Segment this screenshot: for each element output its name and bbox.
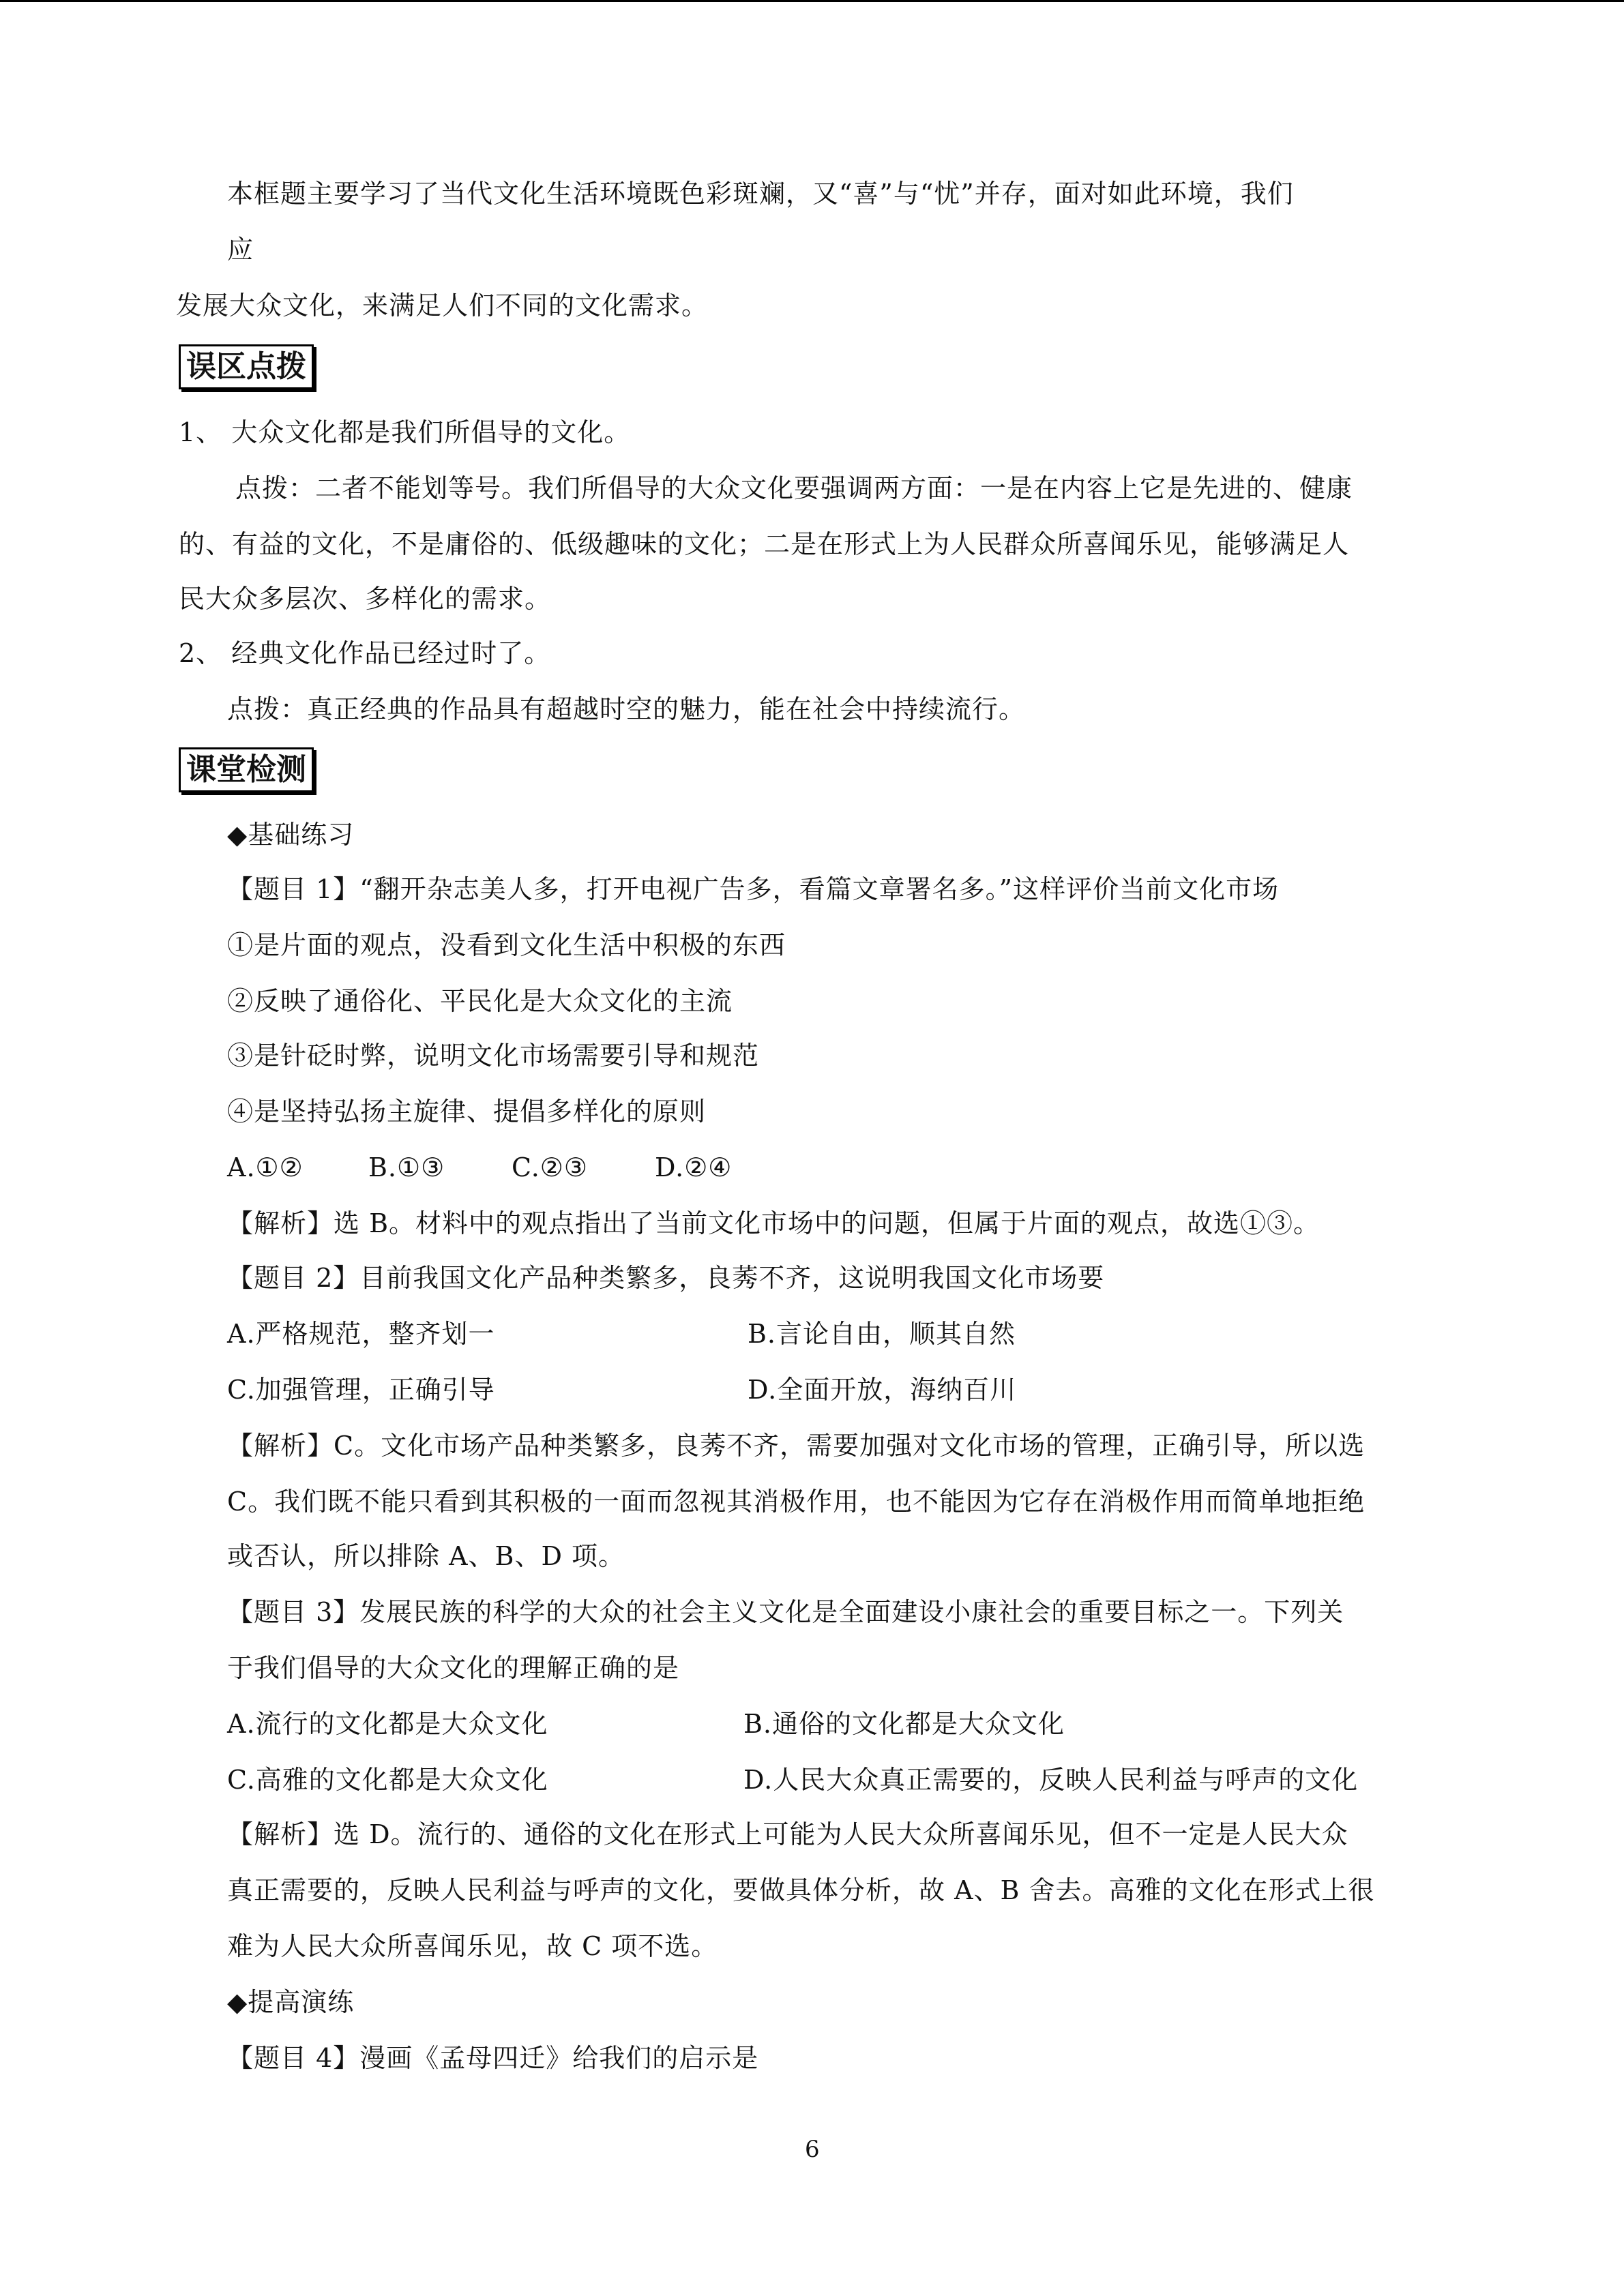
question-1-analysis: 【解析】选 B。材料中的观点指出了当前文化市场中的问题，但属于片面的观点，故选①③。 [227, 1208, 1320, 1238]
question-2-option-d: D.全面开放，海纳百川 [748, 1375, 1017, 1405]
question-2-analysis-line-3: 或否认，所以排除 A、B、D 项。 [227, 1541, 625, 1571]
question-3-stem-line-1: 【题目 3】发展民族的科学的大众的社会主义文化是全面建设小康社会的重要目标之一。下列关 [227, 1597, 1344, 1627]
question-1-option-b: B.①③ [368, 1152, 445, 1182]
misconception-note-1-line-2: 的、有益的文化，不是庸俗的、低级趣味的文化；二是在形式上为人民群众所喜闻乐见，能够满足人 [179, 529, 1350, 559]
misconception-note-2: 点拨：真正经典的作品具有超越时空的魅力，能在社会中持续流行。 [227, 694, 1026, 724]
misconception-item-1: 1、 大众文化都是我们所倡导的文化。 [179, 417, 631, 447]
question-3-option-a: A.流行的文化都是大众文化 [227, 1709, 548, 1739]
question-1-statement-3: ③是针砭时弊，说明文化市场需要引导和规范 [227, 1041, 760, 1071]
section-heading-class-test: 课堂检测 [179, 747, 314, 792]
section-heading-misconceptions: 误区点拨 [179, 344, 314, 389]
question-1-option-a: A.①② [227, 1152, 304, 1182]
question-3-analysis-line-1: 【解析】选 D。流行的、通俗的文化在形式上可能为人民大众所喜闻乐见，但不一定是人民大众 [227, 1819, 1348, 1849]
question-2-analysis-line-1: 【解析】C。文化市场产品种类繁多，良莠不齐，需要加强对文化市场的管理，正确引导，所以选 [227, 1431, 1365, 1461]
question-2-option-c: C.加强管理，正确引导 [227, 1375, 495, 1405]
question-1-statement-2: ②反映了通俗化、平民化是大众文化的主流 [227, 986, 733, 1016]
summary-line-1: 本框题主要学习了当代文化生活环境既色彩斑斓，又“喜”与“忧”并存，面对如此环境，我们 [227, 179, 1294, 209]
question-2-option-a: A.严格规范，整齐划一 [227, 1319, 495, 1349]
summary-line-2: 应 [227, 235, 254, 265]
advanced-practice-label: ◆提高演练 [227, 1987, 355, 2017]
question-3-analysis-line-3: 难为人民大众所喜闻乐见，故 C 项不选。 [227, 1931, 718, 1961]
question-3-option-d: D.人民大众真正需要的，反映人民利益与呼声的文化 [743, 1765, 1359, 1795]
question-1-stem: 【题目 1】“翻开杂志美人多，打开电视广告多，看篇文章署名多。”这样评价当前文化市场 [227, 874, 1280, 904]
misconception-item-2: 2、 经典文化作品已经过时了。 [179, 638, 551, 668]
question-3-stem-line-2: 于我们倡导的大众文化的理解正确的是 [227, 1653, 680, 1683]
misconception-note-1-line-3: 民大众多层次、多样化的需求。 [179, 584, 552, 614]
question-1-statement-4: ④是坚持弘扬主旋律、提倡多样化的原则 [227, 1097, 707, 1127]
question-3-option-c: C.高雅的文化都是大众文化 [227, 1765, 548, 1795]
misconception-note-1-line-1: 点拨：二者不能划等号。我们所倡导的大众文化要强调两方面：一是在内容上它是先进的、健康 [235, 473, 1353, 503]
summary-line-3: 发展大众文化，来满足人们不同的文化需求。 [176, 290, 709, 320]
question-3-option-b: B.通俗的文化都是大众文化 [743, 1709, 1065, 1739]
question-2-analysis-line-2: C。我们既不能只看到其积极的一面而忽视其消极作用，也不能因为它存在消极作用而简单地拒绝 [227, 1487, 1365, 1517]
question-1-option-d: D.②④ [655, 1152, 733, 1182]
question-2-option-b: B.言论自由，顺其自然 [748, 1319, 1016, 1349]
question-1-option-c: C.②③ [512, 1152, 588, 1182]
page-number: 6 [805, 2136, 820, 2163]
question-1-statement-1: ①是片面的观点，没看到文化生活中积极的东西 [227, 930, 786, 960]
question-4-stem: 【题目 4】漫画《孟母四迁》给我们的启示是 [227, 2043, 759, 2073]
question-2-stem: 【题目 2】目前我国文化产品种类繁多，良莠不齐，这说明我国文化市场要 [227, 1263, 1105, 1293]
question-3-analysis-line-2: 真正需要的，反映人民利益与呼声的文化，要做具体分析，故 A、B 舍去。高雅的文化在形式上很 [227, 1875, 1375, 1905]
basic-practice-label: ◆基础练习 [227, 820, 355, 850]
top-border-rule [0, 0, 1624, 2]
